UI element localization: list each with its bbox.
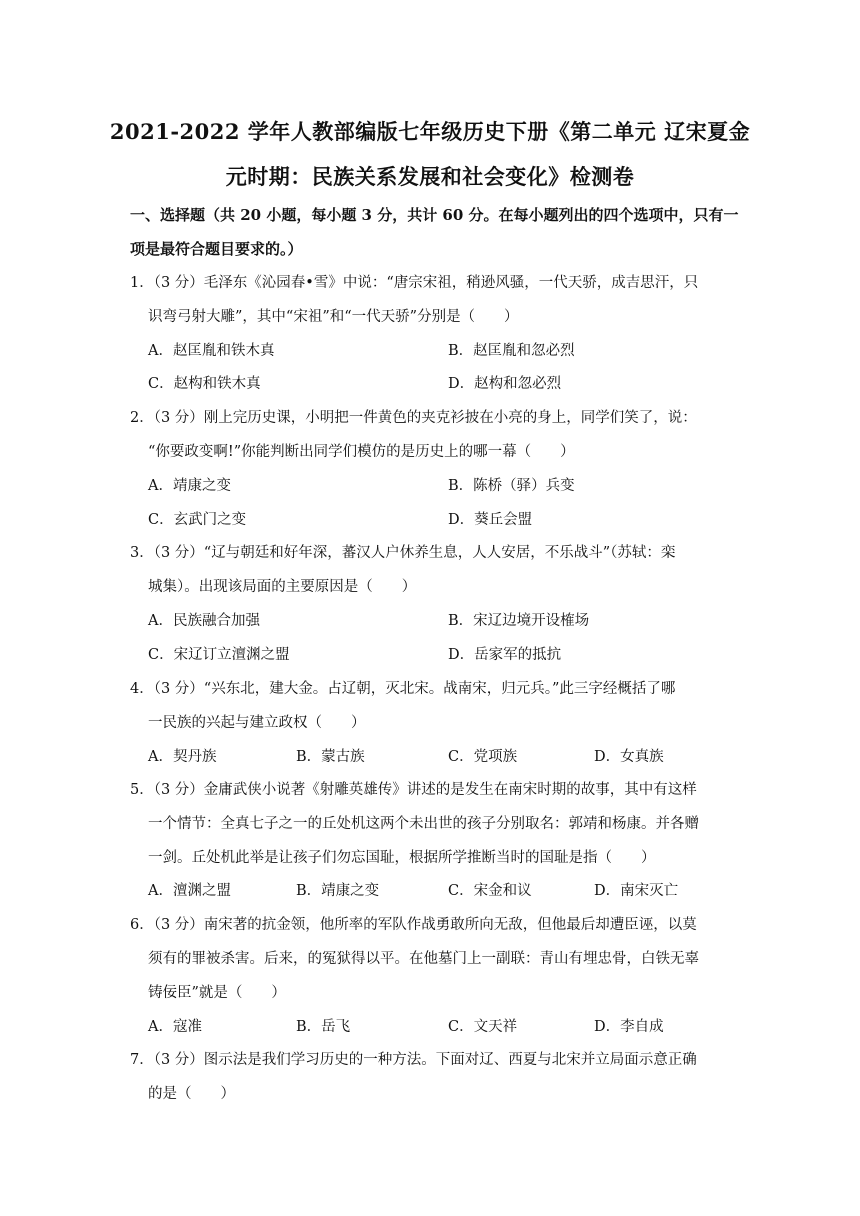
question-2-option-b: B．陈桥（驿）兵变 xyxy=(448,478,575,494)
question-2-text: 2．（3 分）刚上完历史课，小明把一件黄色的夹克衫披在小亮的身上，同学们笑了，说： xyxy=(130,410,697,426)
question-3-option-c: C．宋辽订立澶渊之盟 xyxy=(148,647,290,663)
question-6-text: 须有的罪被杀害。后来，的冤狱得以平。在他墓门上一副联：青山有埋忠骨，白铁无辜 xyxy=(148,951,699,967)
question-1-text: 1．（3 分）毛泽东《沁园春•雪》中说：“唐宗宋祖，稍逊风骚，一代天骄，成吉思汗，只 xyxy=(130,275,699,291)
question-2-option-a: A．靖康之变 xyxy=(148,478,231,494)
question-2-option-d: D．葵丘会盟 xyxy=(448,512,533,528)
question-5-option-a: A．澶渊之盟 xyxy=(148,883,231,899)
document-title-line-1: 2021-2022 学年人教部编版七年级历史下册《第二单元 辽宋夏金 xyxy=(109,119,751,144)
question-5-text: 一剑。丘处机此举是让孩子们勿忘国耻，根据所学推断当时的国耻是指（ ） xyxy=(148,850,656,866)
question-7-text: 7．（3 分）图示法是我们学习历史的一种方法。下面对辽、西夏与北宋并立局面示意正确 xyxy=(130,1052,697,1068)
question-2-text: “你要政变啊!”你能判断出同学们模仿的是历史上的哪一幕（ ） xyxy=(148,444,575,460)
question-5-text: 一个情节：全真七子之一的丘处机这两个未出世的孩子分别取名：郭靖和杨康。并各赠 xyxy=(148,816,699,832)
question-3-option-a: A．民族融合加强 xyxy=(148,613,260,629)
question-7-text: 的是（ ） xyxy=(148,1086,235,1102)
question-6-option-b: B．岳飞 xyxy=(296,1019,351,1035)
question-1-option-b: B．赵匡胤和忽必烈 xyxy=(448,343,575,359)
document-title-line-2: 元时期：民族关系发展和社会变化》检测卷 xyxy=(225,164,635,189)
question-5-option-c: C．宋金和议 xyxy=(448,883,532,899)
question-6-option-c: C．文天祥 xyxy=(448,1019,518,1035)
question-1-option-a: A．赵匡胤和铁木真 xyxy=(148,343,275,359)
question-2-option-c: C．玄武门之变 xyxy=(148,512,247,528)
question-1-option-c: C．赵构和铁木真 xyxy=(148,376,261,392)
question-6-text: 铸佞臣”就是（ ） xyxy=(148,985,286,1001)
question-5-text: 5．（3 分）金庸武侠小说著《射雕英雄传》讲述的是发生在南宋时期的故事，其中有这样 xyxy=(130,782,697,798)
question-4-option-a: A．契丹族 xyxy=(148,749,217,765)
question-4-option-c: C．党项族 xyxy=(448,749,518,765)
question-1-text: 识弯弓射大雕”，其中“宋祖”和“一代天骄”分别是（ ） xyxy=(148,309,519,325)
question-5-option-b: B．靖康之变 xyxy=(296,883,380,899)
section-heading-line-2: 项是最符合题目要求的。） xyxy=(130,240,303,258)
question-6-option-a: A．寇准 xyxy=(148,1019,202,1035)
question-3-text: 城集）。出现该局面的主要原因是（ ） xyxy=(148,579,417,595)
question-3-option-b: B．宋辽边境开设榷场 xyxy=(448,613,590,629)
question-4-text: 4．（3 分）“兴东北，建大金。占辽朝，灭北宋。战南宋，归元兵。”此三字经概括了哪 xyxy=(130,681,676,697)
question-3-option-d: D．岳家军的抵抗 xyxy=(448,647,562,663)
question-6-text: 6．（3 分）南宋著的抗金领，他所率的军队作战勇敢所向无敌，但他最后却遭臣诬，以莫 xyxy=(130,917,697,933)
question-4-option-d: D．女真族 xyxy=(594,749,664,765)
question-4-option-b: B．蒙古族 xyxy=(296,749,365,765)
question-6-option-d: D．李自成 xyxy=(594,1019,664,1035)
question-3-text: 3．（3 分）“辽与朝廷和好年深，蕃汉人户休养生息，人人安居，不乐战斗”（苏轼：栾 xyxy=(130,545,676,561)
question-4-text: 一民族的兴起与建立政权（ ） xyxy=(148,715,366,731)
question-1-option-d: D．赵构和忽必烈 xyxy=(448,376,562,392)
section-heading-line-1: 一、选择题（共 20 小题，每小题 3 分，共计 60 分。在每小题列出的四个选项中，只有一 xyxy=(130,206,739,224)
question-5-option-d: D．南宋灭亡 xyxy=(594,883,679,899)
